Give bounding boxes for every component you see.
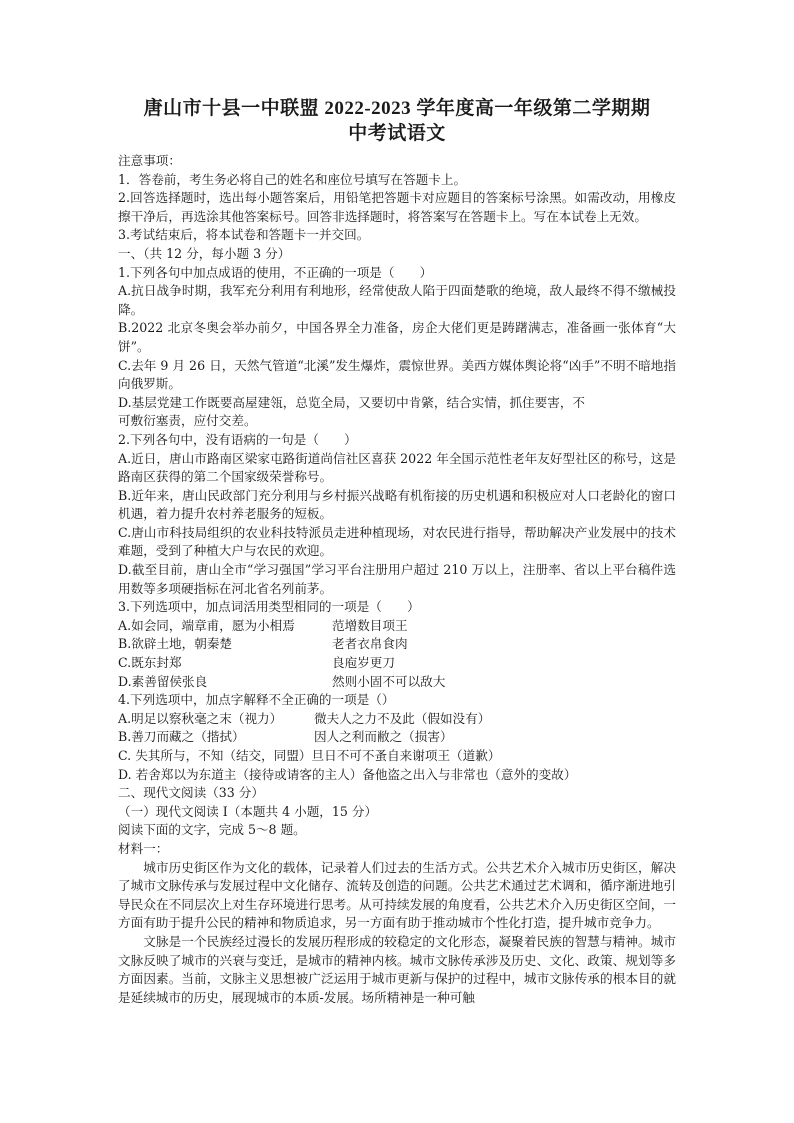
passage-paragraph: 城市历史街区作为文化的载体，记录着人们过去的生活方式。公共艺术介入城市历史街区，解决了城市文脉传承与发展过程中文化储存、流转及创造的问题。公共艺术通过艺术调和，循序渐进地引导民众在不同层次上对生存环境进行思考。从可持续发展的角度看，公共艺术介入历史街区空间，一方面有助于提升公民的精神和物质追求，另一方面有助于推动城市个性化打造，提升城市竞争力。: [118, 859, 676, 931]
option-right: 范增数目项王: [332, 617, 408, 633]
option-left: A.明足以察秋毫之末（视力）: [118, 710, 283, 726]
subsection-heading: （一）现代文阅读 I（本题共 4 小题，15 分）: [118, 803, 378, 819]
notice-section: [118, 152, 676, 245]
option-left: A.如会同，端章甫，愿为小相焉: [118, 617, 295, 633]
question-stem: 3.下列选项中，加点词活用类型相同的一项是（ ）: [118, 599, 420, 615]
option-a: A.抗日战争时期，我军充分利用有利地形，经常使敌人陷于四面楚歌的绝境，敌人最终不得不缴械投降。: [118, 283, 676, 317]
option-pair-a: [118, 617, 676, 636]
question-4: [118, 691, 676, 784]
option-a: A.近日，唐山市路南区梁家屯路街道尚信社区喜获 2022 年全国示范性老年友好型社区的称号，这是路南区获得的第二个国家级荣誉称号。: [118, 450, 676, 485]
title-line-2: 中考试语文: [348, 123, 446, 144]
reading-instruction: 阅读下面的文字，完成 5～8 题。: [118, 822, 306, 838]
question-stem: 2.下列各句中，没有语病的一句是（ ）: [118, 431, 357, 447]
section-heading: 二、现代文阅读（33 分）: [118, 785, 264, 801]
option-pair-d: [118, 673, 676, 692]
option-d: D. 若舍郑以为东道主（接待或请客的主人）备他盗之出入与非常也（意外的变故）: [118, 766, 577, 782]
option-pair-b: [118, 635, 676, 654]
option-left: B.欲辟土地，朝秦楚: [118, 636, 233, 652]
option-pair-b: [118, 728, 676, 747]
option-right: 然则小固不可以敌大: [332, 673, 446, 689]
option-left: B.善刀而藏之（揩拭）: [118, 729, 245, 745]
question-1: [118, 264, 676, 431]
section-2: [118, 784, 676, 1007]
option-pair-c: [118, 654, 676, 673]
option-d-continued: 可敷衍塞责，应付交差。: [118, 413, 257, 429]
question-2: [118, 431, 676, 598]
option-left: C.既东封郑: [118, 655, 182, 671]
option-pair-a: [118, 710, 676, 729]
option-d: D.基层党建工作既要高屋建瓴，总览全局，又要切中肯綮，结合实情，抓住要害，不: [118, 394, 586, 410]
title-line-1: 唐山市十县一中联盟 2022-2023 学年度高一年级第二学期期: [143, 98, 651, 119]
notice-item: 1．答卷前，考生务必将自己的姓名和座位号填写在答题卡上。: [118, 171, 467, 187]
option-left: D.素善留侯张良: [118, 673, 208, 689]
material-label: 材料一：: [118, 840, 169, 856]
notice-heading: 注意事项：: [118, 153, 181, 168]
section-1: [118, 245, 676, 784]
option-right: 老者衣帛食肉: [332, 636, 408, 652]
question-stem: 4.下列选项中，加点字解释不全正确的一项是（）: [118, 692, 395, 708]
notice-item: 2.回答选择题时，选出每小题答案后，用铅笔把答题卡对应题目的答案标号涂黑。如需改动，用橡皮擦干净后，再选涂其他答案标号。回答非选择题时，将答案写在答题卡上。写在本试卷上无效。: [118, 190, 676, 224]
option-d: D.截至目前，唐山全市“学习强国”学习平台注册用户超过 210 万以上，注册率、省以上平台稿件选用数等多项硬指标在河北省名列前茅。: [118, 562, 676, 596]
option-right: 微夫人之力不及此（假如没有）: [314, 710, 491, 726]
option-b: B.2022 北京冬奥会举办前夕，中国各界全力准备，房企大佬们更是踌躇满志，准备画一张体育“大饼”。: [118, 320, 676, 354]
option-b: B.近年来，唐山民政部门充分利用与乡村振兴战略有机衔接的历史机遇和积极应对人口老龄化的窗口机遇，着力提升农村养老服务的短板。: [118, 487, 676, 522]
option-right: 因人之利而敝之（损害）: [314, 729, 453, 745]
option-c: C.去年 9 月 26 日，天然气管道“北溪”发生爆炸，震惊世界。美西方媒体舆论将“凶手”不明不暗地指向俄罗斯。: [118, 357, 676, 392]
question-3: [118, 598, 676, 691]
option-right: 良庖岁更刀: [332, 655, 395, 671]
section-heading: 一、（共 12 分，每小题 3 分）: [118, 245, 291, 261]
question-stem: 1.下列各句中加点成语的使用，不正确的一项是（ ）: [118, 264, 433, 280]
passage-paragraph: 文脉是一个民族经过漫长的发展历程形成的较稳定的文化形态，凝聚着民族的智慧与精神。城市文脉反映了城市的兴衰与变迁，是城市的精神内核。城市文脉传承涉及历史、文化、政策、规划等多方面因素。当前，文脉主义思想被广泛运用于城市更新与保护的过程中，城市文脉传承的根本目的就是延续城市的历史，展现城市的本质-发展。场所精神是一种可触: [118, 933, 676, 1005]
notice-item: 3.考试结束后，将本试卷和答题卡一并交回。: [118, 227, 370, 243]
option-c: C. 失其所与，不知（结交，同盟）旦日不可不蚤自来谢项王（道歉）: [118, 748, 501, 763]
option-c: C.唐山市科技局组织的农业科技特派员走进种植现场，对农民进行指导，帮助解决产业发展中的技术难题，受到了种植大户与农民的欢迎。: [118, 524, 676, 559]
exam-title: [118, 96, 676, 146]
